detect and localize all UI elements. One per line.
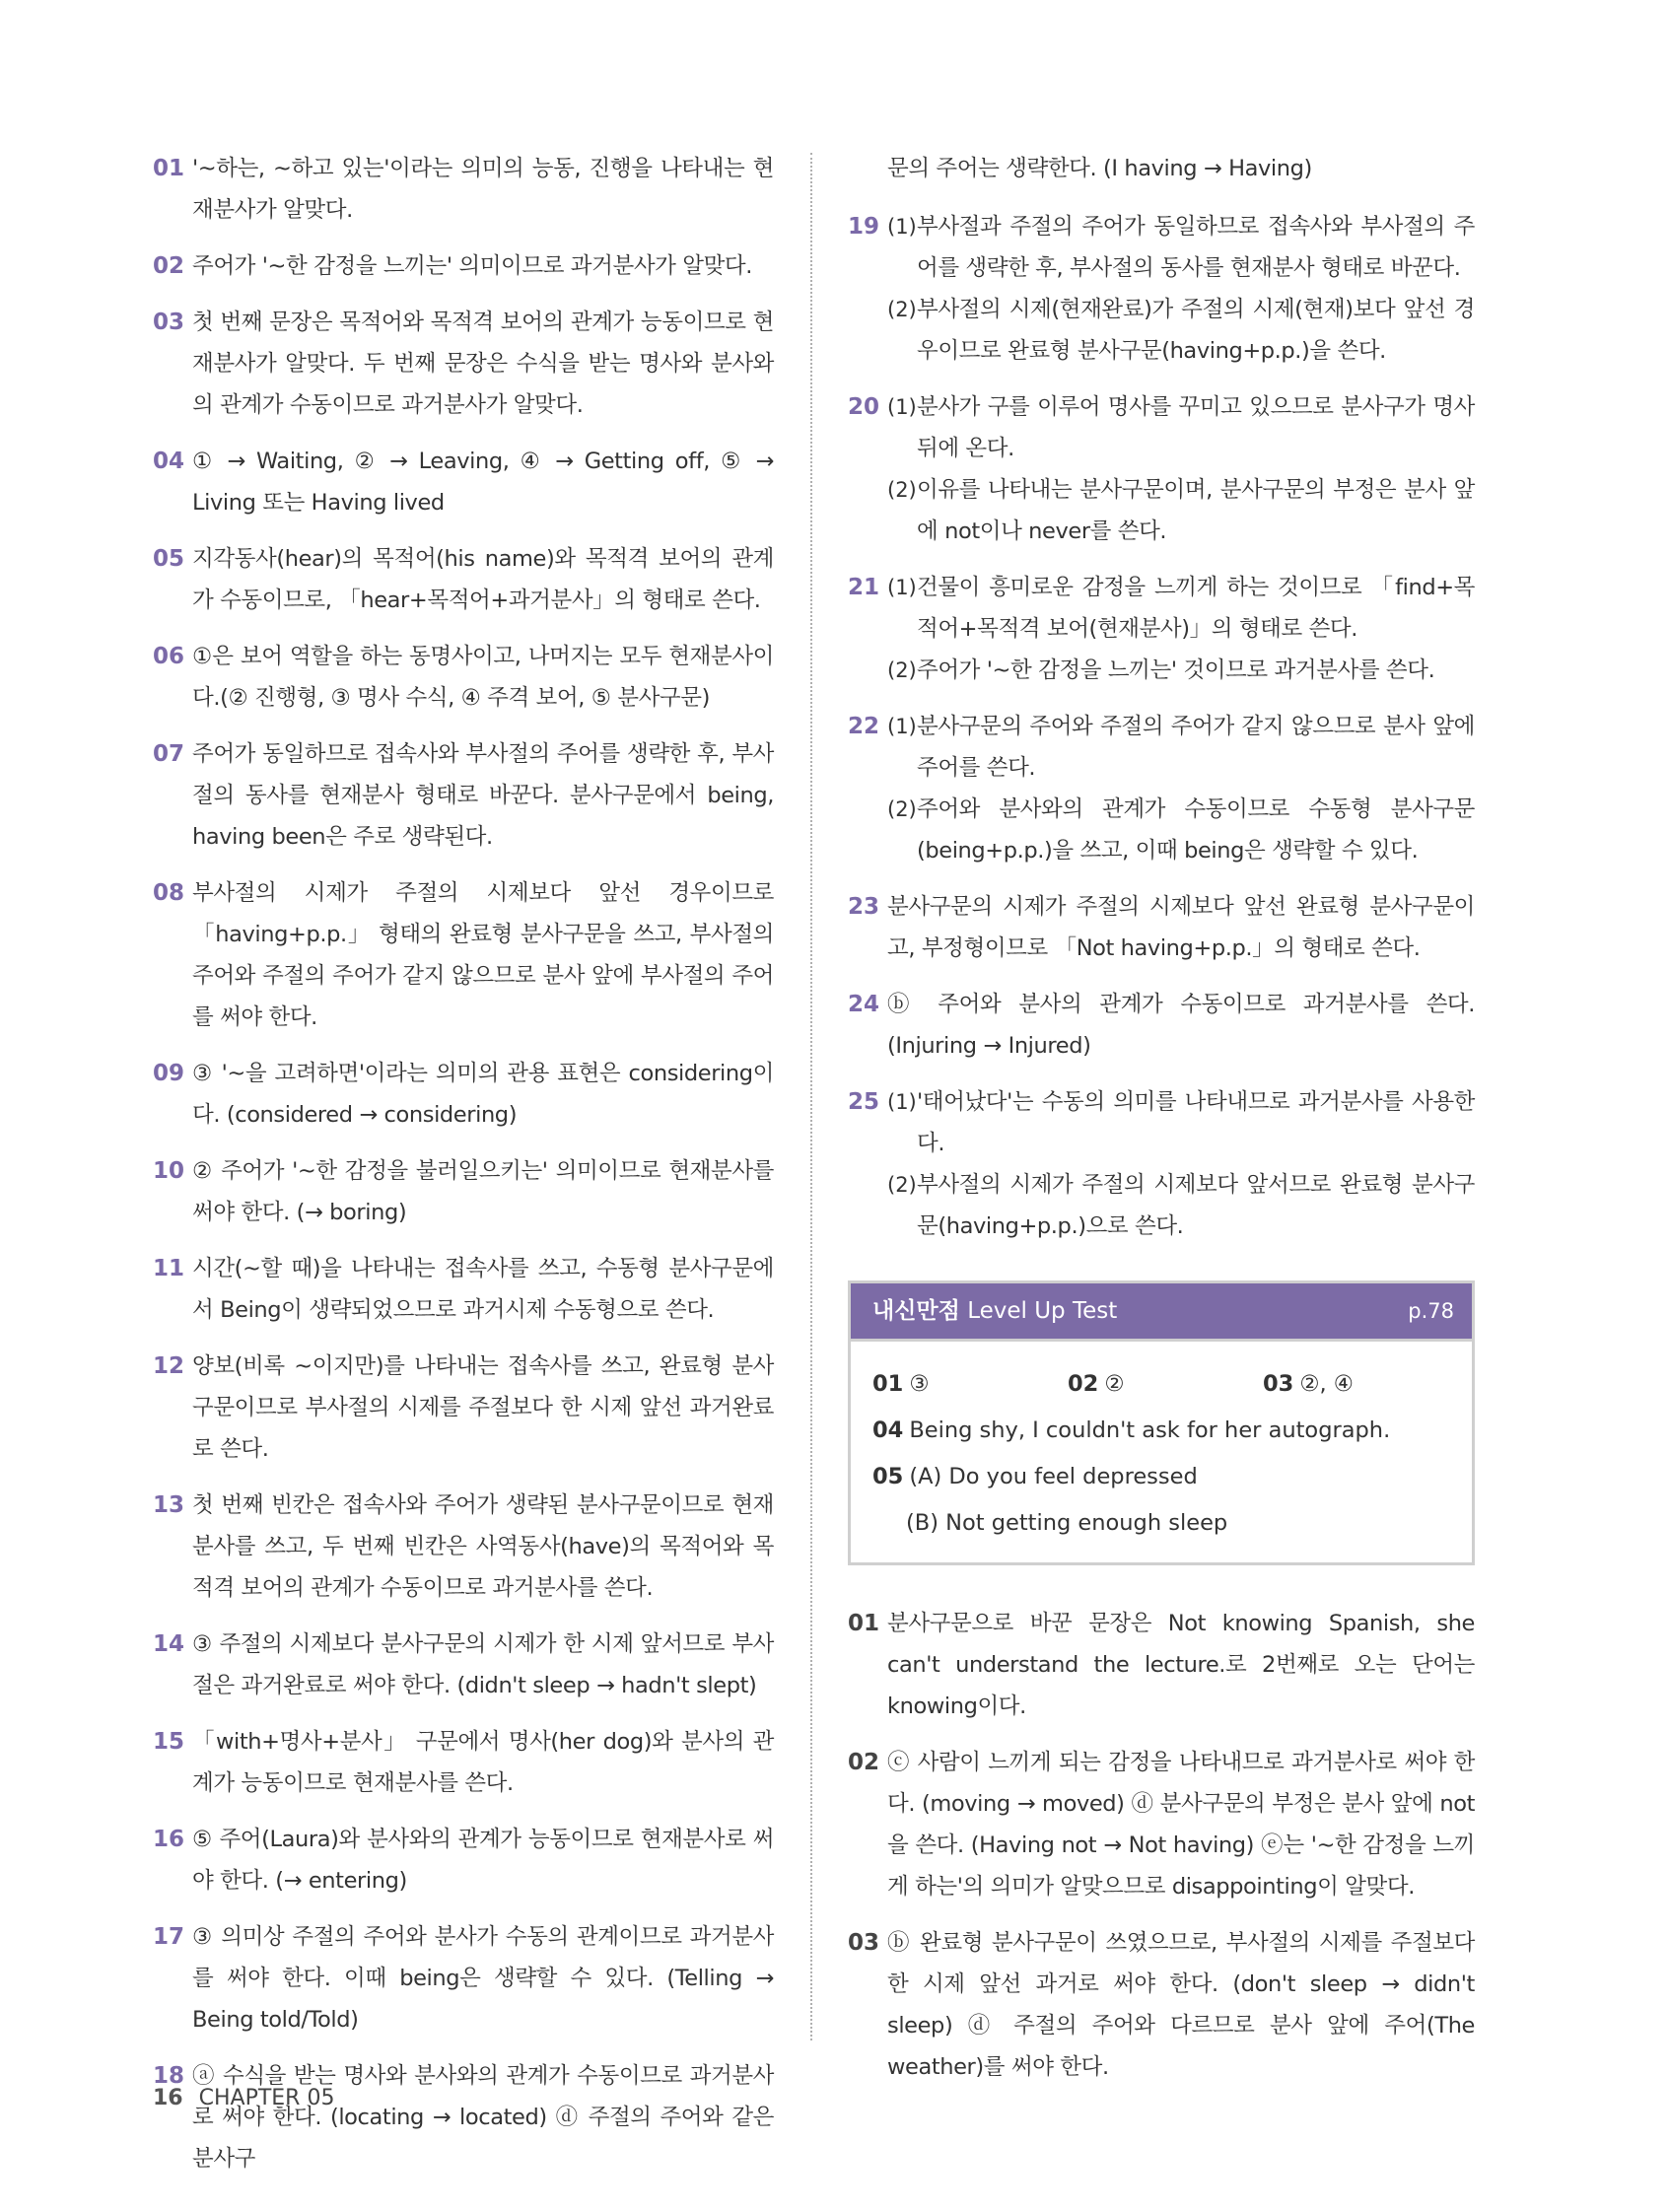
sub-text: 부사절의 시제(현재완료)가 주절의 시제(현재)보다 앞선 경우이므로 완료형 분사구문(having+p.p.)을 쓴다.	[917, 297, 1475, 364]
left-column	[153, 148, 774, 2194]
level-up-test-title	[872, 1283, 1117, 1339]
item-text: 주어가 '~한 감정을 느끼는' 의미이므로 과거분사가 알맞다.	[192, 253, 752, 279]
sub-number: (2)	[887, 658, 917, 682]
answer-value: ②, ④	[1299, 1371, 1354, 1397]
sub-text: 부사절과 주절의 주어가 동일하므로 접속사와 부사절의 주어를 생략한 후, 부사절의 동사를 현재분사 형태로 바꾼다.	[917, 214, 1475, 281]
level-up-test-box	[848, 1280, 1475, 1565]
sub-number: (1)	[887, 1090, 917, 1114]
sub-answer	[887, 567, 1475, 650]
item-number: 22	[848, 714, 880, 739]
continued-text: 문의 주어는 생략한다. (I having → Having)	[887, 156, 1312, 181]
title-rest: Level Up Test	[967, 1298, 1118, 1324]
item-number: 14	[153, 1631, 185, 1657]
sub-answer	[887, 706, 1475, 789]
sub-text: 이유를 나타내는 분사구문이며, 분사구문의 부정은 분사 앞에 not이나 never를 쓴다.	[917, 477, 1475, 544]
item-text: ①은 보어 역할을 하는 동명사이고, 나머지는 모두 현재분사이다.(② 진행형, ③ 명사 수식, ④ 주격 보어, ⑤ 분사구문)	[192, 644, 774, 711]
answer-item-23	[848, 886, 1475, 969]
sub-text: 분사가 구를 이루어 명사를 꾸미고 있으므로 분사구가 명사 뒤에 온다.	[917, 394, 1475, 461]
answer-item-25	[848, 1081, 1475, 1247]
sub-text: 주어가 '~한 감정을 느끼는' 것이므로 과거분사를 쓴다.	[917, 657, 1435, 683]
answer-item-16	[153, 1819, 774, 1901]
item-number: 06	[153, 644, 185, 669]
item-number: 04	[153, 449, 185, 474]
item-number: 10	[153, 1158, 185, 1184]
item-text: ① → Waiting, ② → Leaving, ④ → Getting off, ⑤ → Living 또는 Having lived	[192, 449, 774, 516]
item-text: ⑤ 주어(Laura)와 분사와의 관계가 능동이므로 현재분사로 써야 한다. (→ entering)	[192, 1827, 774, 1894]
sub-answer	[887, 469, 1475, 552]
answer-value: ②	[1104, 1371, 1125, 1397]
answer-item-07	[153, 733, 774, 858]
answer-number: 03	[1263, 1371, 1294, 1397]
item-text: 주어가 동일하므로 접속사와 부사절의 주어를 생략한 후, 부사절의 동사를 현재분사 형태로 바꾼다. 분사구문에서 being, having been은 주로 생략된다.	[192, 741, 774, 850]
sub-answer	[887, 289, 1475, 372]
page-reference: p.78	[1408, 1299, 1454, 1323]
answer-value-a: (A) Do you feel depressed	[909, 1464, 1198, 1489]
answer-number: 05	[872, 1464, 904, 1489]
item-text: 부사절의 시제가 주절의 시제보다 앞선 경우이므로 「having+p.p.」 형태의 완료형 분사구문을 쓰고, 부사절의 주어와 주절의 주어가 같지 않으므로 분사 앞에 부사절의 주어를 써야 한다.	[192, 880, 774, 1030]
item-text: ② 주어가 '~한 감정을 불러일으키는' 의미이므로 현재분사를 써야 한다. (→ boring)	[192, 1158, 774, 1225]
item-text: 첫 번째 빈칸은 접속사와 주어가 생략된 분사구문이므로 현재분사를 쓰고, 두 번째 빈칸은 사역동사(have)의 목적어와 목적격 보어의 관계가 수동이므로 과거분사를 쓴다.	[192, 1492, 775, 1601]
answer-item-03	[153, 302, 774, 426]
item-number: 13	[153, 1492, 185, 1518]
answer-value-b: (B) Not getting enough sleep	[906, 1510, 1228, 1536]
page-number: 16	[153, 2086, 183, 2110]
item-number: 12	[153, 1353, 185, 1379]
answer-row	[872, 1361, 1450, 1408]
sub-number: (1)	[887, 215, 917, 239]
answer-item-15	[153, 1721, 774, 1804]
sub-answer	[887, 1164, 1475, 1247]
item-text: ⓑ 완료형 분사구문이 쓰였으므로, 부사절의 시제를 주절보다 한 시제 앞선 과거로 써야 한다. (don't sleep → didn't sleep) ⓓ 주절의 주어와 다르므로 분사 앞에 주어(The weather)를 써야 한다.	[887, 1930, 1475, 2080]
item-text: ③ 의미상 주절의 주어와 분사가 수동의 관계이므로 과거분사를 써야 한다. 이때 being은 생략할 수 있다. (Telling → Being told/Told)	[192, 1924, 774, 2033]
item-number: 19	[848, 214, 880, 240]
item-number: 18	[153, 2063, 185, 2089]
sub-number: (2)	[887, 1173, 917, 1197]
item-number: 17	[153, 1924, 185, 1950]
sub-answer	[887, 1081, 1475, 1164]
item-text: 지각동사(hear)의 목적어(his name)와 목적격 보어의 관계가 수동이므로, 「hear+목적어+과거분사」의 형태로 쓴다.	[192, 546, 774, 613]
level-up-test-answers	[851, 1342, 1472, 1562]
sub-number: (2)	[887, 797, 917, 821]
item-text: 첫 번째 문장은 목적어와 목적격 보어의 관계가 능동이므로 현재분사가 알맞다. 두 번째 문장은 수식을 받는 명사와 분사와의 관계가 수동이므로 과거분사가 알맞다.	[192, 310, 774, 418]
sub-number: (2)	[887, 298, 917, 321]
sub-number: (1)	[887, 395, 917, 419]
item-text: ⓑ 주어와 분사의 관계가 수동이므로 과거분사를 쓴다. (Injuring → Injured)	[887, 992, 1475, 1059]
item-number: 15	[153, 1729, 185, 1755]
answer-item-13	[153, 1485, 774, 1609]
answer-item-06	[153, 636, 774, 719]
item-number: 23	[848, 894, 880, 920]
sub-answer	[887, 386, 1475, 469]
level-up-test-header	[851, 1283, 1472, 1342]
answer-item-01	[153, 148, 774, 231]
answer-item-21	[848, 567, 1475, 691]
page-footer	[153, 2086, 334, 2110]
chapter-label: CHAPTER 05	[198, 2086, 335, 2110]
sub-text: 분사구문의 주어와 주절의 주어가 같지 않으므로 분사 앞에 주어를 쓴다.	[917, 714, 1475, 781]
answer-item-20	[848, 386, 1475, 552]
sub-answer	[887, 789, 1475, 871]
answer-item-09	[153, 1053, 774, 1136]
item-number: 02	[848, 1750, 880, 1775]
answer-item-14	[153, 1624, 774, 1706]
item-number: 03	[848, 1930, 880, 1956]
answer-item-08	[153, 872, 774, 1038]
answer-item-10	[153, 1150, 774, 1233]
item-number: 16	[153, 1827, 185, 1852]
item-number: 24	[848, 992, 880, 1017]
test-explanation-02	[848, 1742, 1475, 1907]
item-text: ③ '~을 고려하면'이라는 의미의 관용 표현은 considering이다. (considered → considering)	[192, 1061, 774, 1128]
item-text: ③ 주절의 시제보다 분사구문의 시제가 한 시제 앞서므로 부사절은 과거완료로 써야 한다. (didn't sleep → hadn't slept)	[192, 1631, 774, 1698]
sub-text: 부사절의 시제가 주절의 시제보다 앞서므로 완료형 분사구문(having+p.p.)으로 쓴다.	[917, 1172, 1475, 1239]
item-number: 03	[153, 310, 185, 335]
answer-item-11	[153, 1248, 774, 1331]
item-number: 25	[848, 1089, 880, 1115]
test-answer-05-b	[872, 1500, 1450, 1547]
item-number: 05	[153, 546, 185, 572]
item-number: 11	[153, 1256, 185, 1281]
test-answer-03	[1263, 1361, 1354, 1408]
sub-number: (1)	[887, 576, 917, 599]
answer-item-05	[153, 538, 774, 621]
sub-text: 주어와 분사와의 관계가 수동이므로 수동형 분사구문(being+p.p.)을 쓰고, 이때 being은 생략할 수 있다.	[917, 796, 1475, 864]
answer-item-02	[153, 245, 774, 287]
item-number: 08	[153, 880, 185, 906]
item-number: 01	[848, 1611, 880, 1636]
test-answer-04	[872, 1408, 1450, 1454]
item-text: 「with+명사+분사」 구문에서 명사(her dog)와 분사의 관계가 능동이므로 현재분사를 쓴다.	[192, 1729, 774, 1796]
item-text: 분사구문의 시제가 주절의 시제보다 앞선 완료형 분사구문이고, 부정형이므로 「Not having+p.p.」의 형태로 쓴다.	[887, 894, 1475, 961]
item-text: ⓐ 수식을 받는 명사와 분사와의 관계가 수동이므로 과거분사로 써야 한다. (locating → located) ⓓ 주절의 주어와 같은 분사구	[192, 2063, 774, 2172]
sub-number: (2)	[887, 478, 917, 502]
answer-value: Being shy, I couldn't ask for her autograph.	[909, 1417, 1391, 1443]
item-text: ⓒ 사람이 느끼게 되는 감정을 나타내므로 과거분사로 써야 한다. (moving → moved) ⓓ 분사구문의 부정은 분사 앞에 not을 쓴다. (Having not → Not having) ⓔ는 '~한 감정을 느끼게 하는'의 의미가 알맞으므로 disappointing이 알맞다.	[887, 1750, 1475, 1900]
test-answer-02	[1068, 1361, 1124, 1408]
answer-item-18	[153, 2055, 774, 2179]
test-explanation-03	[848, 1922, 1475, 2088]
answer-item-22	[848, 706, 1475, 871]
answer-item-04	[153, 441, 774, 523]
answer-number: 04	[872, 1417, 904, 1443]
test-answer-01	[872, 1361, 929, 1408]
column-divider	[810, 153, 812, 2040]
item-number: 09	[153, 1061, 185, 1086]
test-answer-05	[872, 1454, 1450, 1500]
item-number: 02	[153, 253, 185, 279]
answer-number: 01	[872, 1371, 904, 1397]
item-number: 07	[153, 741, 185, 767]
answer-item-19	[848, 206, 1475, 372]
item-text: 시간(~할 때)을 나타내는 접속사를 쓰고, 수동형 분사구문에서 Being이 생략되었으므로 과거시제 수동형으로 쓴다.	[192, 1256, 774, 1323]
item-number: 20	[848, 394, 880, 420]
item-text: '~하는, ~하고 있는'이라는 의미의 능동, 진행을 나타내는 현재분사가 알맞다.	[192, 156, 774, 223]
answer-item-12	[153, 1346, 774, 1470]
item-text: 분사구문으로 바꾼 문장은 Not knowing Spanish, she can't understand the lecture.로 2번째로 오는 단어는 knowing이다.	[887, 1611, 1475, 1719]
test-explanation-01	[848, 1603, 1475, 1727]
answer-number: 02	[1068, 1371, 1099, 1397]
title-bold: 내신만점	[872, 1298, 960, 1324]
sub-text: '태어났다'는 수동의 의미를 나타내므로 과거분사를 사용한다.	[917, 1089, 1475, 1156]
answer-item-17	[153, 1916, 774, 2040]
sub-answer	[887, 206, 1475, 289]
item-text: 양보(비록 ~이지만)를 나타내는 접속사를 쓰고, 완료형 분사구문이므로 부사절의 시제를 주절보다 한 시제 앞선 과거완료로 쓴다.	[192, 1353, 774, 1462]
sub-text: 건물이 흥미로운 감정을 느끼게 하는 것이므로 「find+목적어+목적격 보어(현재분사)」의 형태로 쓴다.	[917, 575, 1475, 642]
right-column	[848, 148, 1475, 2103]
item-number: 01	[153, 156, 185, 181]
item-number: 21	[848, 575, 880, 600]
answer-value: ③	[909, 1371, 930, 1397]
answer-item-24	[848, 984, 1475, 1067]
sub-answer	[887, 650, 1475, 691]
sub-number: (1)	[887, 715, 917, 738]
